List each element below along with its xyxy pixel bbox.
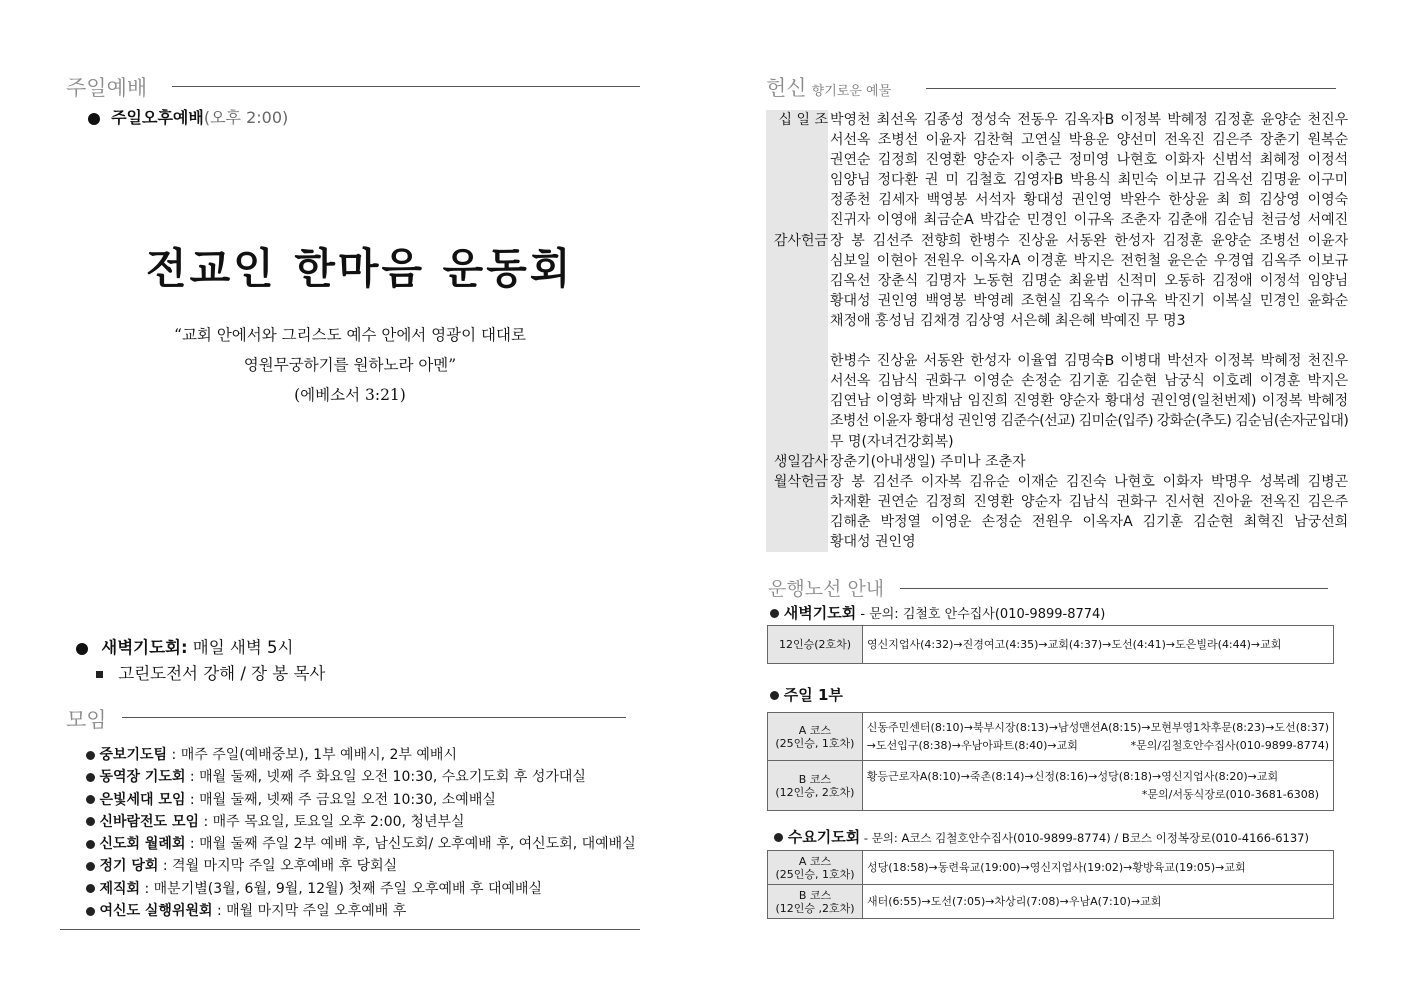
- route-row: [768, 713, 1334, 761]
- bus-dawn-title: 새벽기도회: [783, 604, 857, 622]
- offering-label: 감사헌금: [766, 231, 828, 452]
- offering-section-header: [766, 72, 891, 102]
- dawn-prayer-time: 매일 새벽 5시: [192, 638, 294, 657]
- route-row: [768, 626, 1334, 664]
- worship-section-line: [172, 86, 640, 87]
- meeting-item: 제직회 : 매분기별(3월, 6월, 9월, 12월) 첫째 주일 오후예배 후 대예배실: [86, 878, 636, 900]
- bus-wednesday-contact: - 문의: A코스 김철호안수집사(010-9899-8774) / B코스 이정복장로(010-4166-6137): [860, 831, 1309, 845]
- route-car: 12인승(2호차): [768, 626, 863, 664]
- bullet-icon: [76, 643, 88, 655]
- bus-sunday-table: [767, 712, 1334, 811]
- offering-section-sub: 향기로운 예물: [811, 84, 892, 99]
- meeting-item: 동역장 기도회 : 매월 둘째, 넷째 주 화요일 오전 10:30, 수요기도회 후 성가대실: [86, 766, 636, 788]
- verse-line-2: 영원무궁하기를 원하노라 아멘”: [243, 356, 457, 374]
- route-row: [768, 851, 1334, 885]
- bus-section-title: 운행노선 안내: [768, 578, 885, 600]
- afternoon-service: [88, 105, 288, 128]
- bullet-icon: [86, 817, 95, 826]
- dawn-prayer-sub: [96, 660, 325, 684]
- route-car: A 코스 (25인승, 1호차): [768, 851, 863, 885]
- meeting-item: 은빛세대 모임 : 매월 둘째, 넷째 주 금요일 오전 10:30, 소예배실: [86, 789, 636, 811]
- bus-wednesday-table: [767, 850, 1334, 919]
- bullet-icon: [774, 833, 783, 842]
- square-bullet-icon: [96, 671, 103, 678]
- offering-table: [766, 110, 1348, 552]
- bullet-icon: [770, 691, 779, 700]
- worship-section-title: 주일예배: [66, 76, 148, 100]
- bible-verse: [100, 320, 600, 410]
- meetings-list: [86, 744, 636, 922]
- offering-row-birthday: [766, 452, 1348, 472]
- offering-names: 박영천 최선옥 김종성 정성숙 전동우 김옥자B 이정복 박혜정 김정훈 윤양순 천진우 서선옥 조병선 이윤자 김찬혁 고연실 박용운 양선미 전옥진 김은주 장춘기 원복순 권연순 김정희 진영환 양순자 이충근 정미영 나현호 이화자 신범석 최혜정 이정석 임양님 정다환 권 미 김철호 김영자B 박용식 최민숙 이보규 김옥선 김명윤 이구미 정종천 김세자 백영봉 서석자 황대성 권인영 박완수 한상윤 최 희 김상영 이영숙 진귀자 이영애 최금순A 박갑순 민경인 이규옥 조춘자 김춘애 김순님 천금성 서예진: [830, 112, 1349, 229]
- service-name: 주일오후예배: [111, 108, 204, 127]
- service-time: (오후 2:00): [203, 108, 289, 127]
- bullet-icon: [86, 840, 95, 849]
- offering-row-tithe: [766, 110, 1348, 231]
- bus-dawn-contact: - 문의: 김철호 안수집사(010-9899-8774): [856, 607, 1106, 622]
- route-stops: 새터(6:55)→도선(7:05)→차상리(7:08)→우남A(7:10)→교회: [863, 885, 1334, 919]
- offering-label: 월삭헌금: [766, 472, 828, 552]
- bus-section-line: [900, 588, 1328, 589]
- route-stops: 황등근로자A(8:10)→죽촌(8:14)→신정(8:16)→성당(8:18)→영신지업사(8:20)→교회 *문의/서동식장로(010-3681-6308): [862, 761, 1333, 811]
- bullet-icon: [86, 907, 95, 916]
- offering-label: 십 일 조: [766, 110, 828, 231]
- offering-names: 장 봉 김선주 전향희 한병수 진상윤 서동완 한성자 김정훈 윤양순 조병선 이윤자 심보일 이현아 전원우 이옥자A 이경훈 박지은 전헌철 윤은순 우경엽 김옥주 이보규 김옥선 장춘식 김명자 노동현 김명순 최윤범 신적미 오동하 김정애 이정석 임양님 황대성 권인영 백영봉 박영례 조현실 김옥수 이규옥 박진기 이복실 민경인 윤화순 채정애 홍성님 김채경 김상영 서은혜 최은혜 박예진 무 명3 한병수 진상윤 서동완 한성자 이율엽 김명숙B 이병대 박선자 이정복 박혜정 천진우 서선옥 김남식 권화구 이영순 손정순 김기훈 김순현 남궁식 이호례 이경훈 박지은 김연남 이영화 박재남 임진희 진영환 양순자 황대성 권인영(일천번제) 이정복 박혜정 조병선 이윤자 황대성 권인영 김준수(선교) 김미순(입주) 강화순(추도) 김순님(손자군입대) 무 명(자녀건강회복): [830, 232, 1349, 450]
- route-car: B 코스 (12인승, 2호차): [768, 761, 863, 811]
- offering-names: 장 봉 김선주 이자복 김유순 이재순 김진숙 나현호 이화자 박명우 성복례 김병곤 차재환 권연순 김정희 진영환 양순자 김남식 권화구 진서현 진아윤 전옥진 김은주 김해춘 박정열 이영운 손정순 전원우 이옥자A 김기훈 김순현 최혁진 남궁선희 황대성 권인영: [830, 473, 1349, 550]
- route-car: B 코스 (12인승 ,2호차): [768, 885, 863, 919]
- meeting-item: 정기 당회 : 격월 마지막 주일 오후예배 후 당회실: [86, 855, 636, 877]
- route-stops: 영신지업사(4:32)→진경여고(4:35)→교회(4:37)→도선(4:41)→도은빌라(4:44)→교회: [863, 626, 1334, 664]
- bullet-icon: [86, 773, 95, 782]
- offering-names: 장춘기(아내생일) 주미나 조춘자: [830, 453, 1026, 470]
- offering-section-title: 헌신: [766, 76, 807, 100]
- meetings-section-line: [122, 717, 626, 718]
- bullet-icon: [86, 751, 95, 760]
- bullet-icon: [86, 884, 95, 893]
- meeting-item: 중보기도팀 : 매주 주일(예배중보), 1부 예배시, 2부 예배시: [86, 744, 636, 766]
- left-bottom-line: [60, 929, 640, 930]
- bullet-icon: [770, 609, 779, 618]
- meeting-item: 여신도 실행위원회 : 매월 마지막 주일 오후예배 후: [86, 900, 636, 922]
- offering-label: 생일감사: [766, 452, 828, 472]
- bullet-icon: [86, 795, 95, 804]
- bus-dawn-table: [767, 625, 1334, 664]
- meeting-item: 신바람전도 모임 : 매주 목요일, 토요일 오후 2:00, 청년부실: [86, 811, 636, 833]
- bus-wednesday-header: [774, 826, 1309, 847]
- offering-section-line: [926, 88, 1336, 89]
- route-stops: 성당(18:58)→동련육교(19:00)→영신지업사(19:02)→황방육교(19:05)→교회: [863, 851, 1334, 885]
- bullet-icon: [88, 113, 100, 125]
- offering-row-thanks: [766, 231, 1348, 452]
- route-row: [768, 885, 1334, 919]
- meeting-item: 신도회 월례회 : 매월 둘째 주일 2부 예배 후, 남신도회/ 오후예배 후, 여신도회, 대예배실: [86, 833, 636, 855]
- route-row: [768, 761, 1334, 811]
- dawn-prayer-label: 새벽기도회:: [101, 638, 188, 657]
- verse-reference: (에베소서 3:21): [294, 386, 406, 404]
- route-car: A 코스 (25인승, 1호차): [768, 713, 863, 761]
- bus-dawn-header: [770, 602, 1105, 623]
- bus-sunday-title: 주일 1부: [783, 686, 843, 704]
- dawn-prayer: [76, 634, 293, 658]
- meetings-section-title: 모임: [66, 708, 107, 732]
- offering-row-monthly: [766, 472, 1348, 552]
- route-stops: 신동주민센터(8:10)→북부시장(8:13)→남성맨션A(8:15)→모현부영1차후문(8:23)→도선(8:37) →도선입구(8:38)→우남아파트(8:40)→교회 *문의/김철호안수집사(010-9899-8774): [862, 713, 1333, 761]
- bullet-icon: [86, 862, 95, 871]
- verse-line-1: “교회 안에서와 그리스도 예수 안에서 영광이 대대로: [174, 326, 526, 344]
- dawn-prayer-sub-text: 고린도전서 강해 / 장 봉 목사: [118, 664, 326, 683]
- bus-wednesday-title: 수요기도회: [787, 828, 861, 846]
- event-title: 전교인 한마음 운동회: [146, 244, 574, 293]
- bus-sunday-header: [770, 684, 843, 705]
